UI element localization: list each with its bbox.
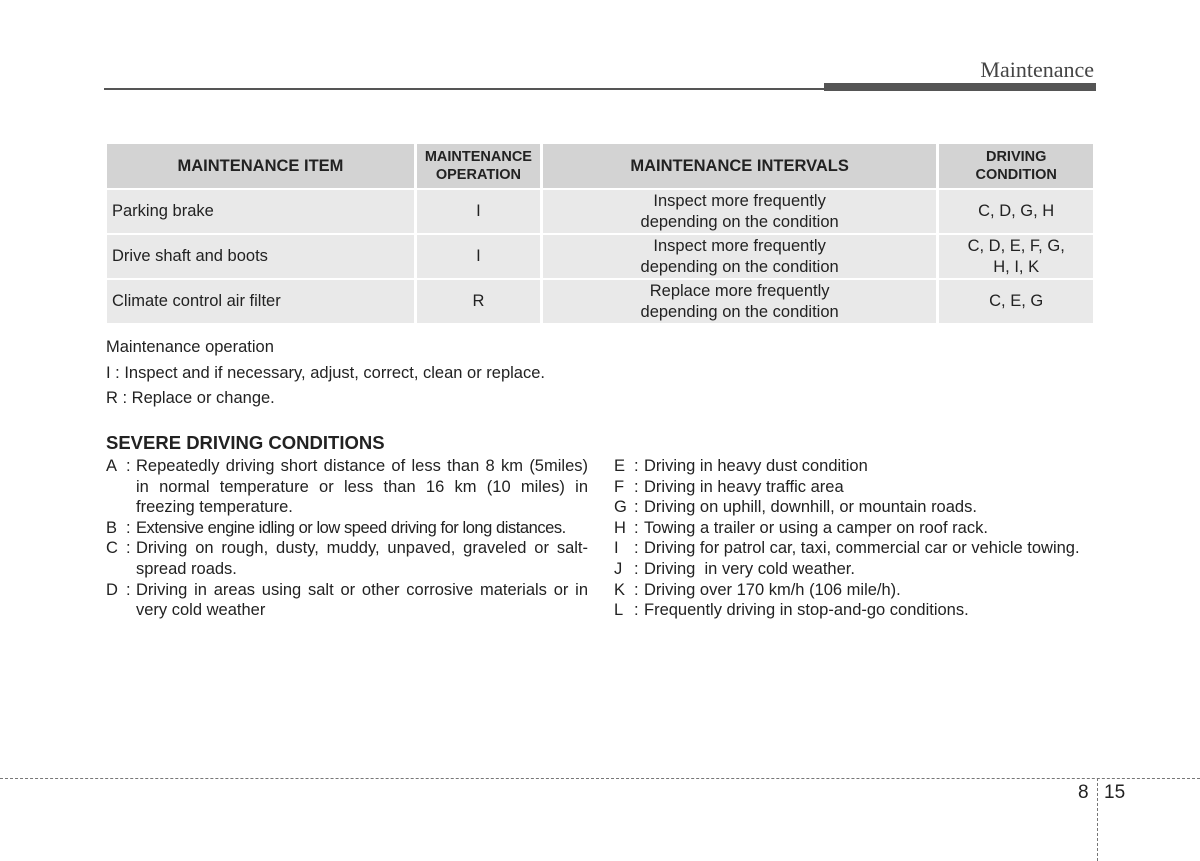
condition-text: Driving in very cold weather. bbox=[644, 559, 855, 578]
condition-text: Driving in areas using salt or other corrosive materials or in very cold weather bbox=[136, 580, 588, 620]
cell-condition bbox=[939, 190, 1093, 233]
condition-colon: : bbox=[126, 518, 131, 537]
condition-text: Driving in heavy traffic area bbox=[644, 477, 844, 496]
severe-conditions-left-list bbox=[106, 456, 588, 621]
condition-colon: : bbox=[634, 580, 639, 599]
cell-operation: R bbox=[417, 280, 540, 323]
condition-text: Driving in heavy dust condition bbox=[644, 457, 868, 475]
condition-item bbox=[106, 538, 588, 579]
severe-conditions-right-list bbox=[614, 456, 1100, 621]
header-maintenance-operation bbox=[417, 144, 540, 188]
condition-text: Driving on rough, dusty, muddy, unpaved, graveled or salt-spread roads. bbox=[136, 539, 588, 578]
footer-rule bbox=[0, 778, 1200, 779]
condition-letter: E bbox=[614, 457, 626, 475]
header-maintenance-intervals: MAINTENANCE INTERVALS bbox=[543, 144, 937, 188]
interval-line: depending on the condition bbox=[640, 257, 839, 276]
condition-text: Frequently driving in stop-and-go conditions. bbox=[644, 601, 969, 620]
condition-item bbox=[614, 538, 1100, 559]
condition-line: C, D, E, F, G, bbox=[967, 236, 1065, 255]
interval-line: Inspect more frequently bbox=[653, 236, 826, 255]
condition-colon: : bbox=[634, 559, 639, 578]
interval-line: Inspect more frequently bbox=[653, 191, 826, 210]
header-operation-line: OPERATION bbox=[435, 167, 521, 183]
footer-divider bbox=[1097, 778, 1098, 861]
condition-letter: I bbox=[614, 539, 619, 558]
condition-line: C, E, G bbox=[989, 292, 1044, 310]
cell-operation: I bbox=[417, 235, 540, 278]
table-row bbox=[107, 235, 1093, 278]
condition-colon: : bbox=[634, 601, 639, 620]
condition-colon: : bbox=[634, 518, 639, 537]
header-rule bbox=[104, 88, 824, 90]
condition-item bbox=[614, 456, 1100, 477]
header-condition-line: DRIVING bbox=[985, 149, 1047, 165]
cell-item: Climate control air filter bbox=[107, 280, 414, 323]
header-driving-condition bbox=[939, 144, 1093, 188]
table-header-row bbox=[107, 144, 1093, 188]
interval-line: depending on the condition bbox=[640, 302, 839, 321]
condition-letter: J bbox=[614, 559, 623, 578]
condition-colon: : bbox=[126, 539, 131, 558]
condition-item bbox=[614, 559, 1100, 580]
condition-letter: G bbox=[614, 498, 627, 517]
header-condition-line: CONDITION bbox=[975, 167, 1057, 183]
cell-condition bbox=[939, 280, 1093, 323]
chapter-number: 8 bbox=[1078, 782, 1089, 803]
condition-item bbox=[106, 580, 588, 621]
condition-colon: : bbox=[126, 457, 131, 475]
condition-letter: F bbox=[614, 477, 625, 496]
page-header-title: Maintenance bbox=[980, 57, 1094, 82]
condition-item bbox=[614, 497, 1100, 518]
cell-interval bbox=[543, 235, 937, 278]
operation-legend-title: Maintenance operation bbox=[106, 338, 274, 356]
condition-line: H, I, K bbox=[993, 257, 1040, 276]
table-row bbox=[107, 190, 1093, 233]
operation-legend bbox=[106, 337, 545, 414]
cell-interval bbox=[543, 190, 937, 233]
table-row bbox=[107, 280, 1093, 323]
condition-item bbox=[614, 518, 1100, 539]
condition-text: Driving for patrol car, taxi, commercial car or vehicle towing. bbox=[644, 539, 1080, 558]
condition-letter: K bbox=[614, 580, 626, 599]
condition-item bbox=[614, 600, 1100, 621]
cell-item: Parking brake bbox=[107, 190, 414, 233]
condition-letter: A bbox=[106, 457, 118, 475]
condition-item bbox=[106, 518, 588, 539]
maintenance-table bbox=[104, 142, 1096, 325]
condition-letter: L bbox=[614, 601, 624, 620]
interval-line: depending on the condition bbox=[640, 212, 839, 231]
condition-text: Driving on uphill, downhill, or mountain roads. bbox=[644, 498, 977, 517]
cell-interval bbox=[543, 280, 937, 323]
condition-colon: : bbox=[634, 457, 639, 475]
header-accent-bar bbox=[824, 83, 1096, 91]
condition-letter: B bbox=[106, 518, 118, 537]
condition-letter: D bbox=[106, 580, 118, 599]
severe-conditions-heading: SEVERE DRIVING CONDITIONS bbox=[106, 432, 385, 453]
condition-text: Driving over 170 km/h (106 mile/h). bbox=[644, 580, 901, 599]
condition-line: C, D, G, H bbox=[978, 202, 1055, 220]
condition-colon: : bbox=[634, 539, 639, 558]
condition-text: Towing a trailer or using a camper on roof rack. bbox=[644, 518, 988, 537]
condition-colon: : bbox=[634, 498, 639, 517]
cell-operation: I bbox=[417, 190, 540, 233]
operation-legend-replace: R : Replace or change. bbox=[106, 389, 275, 407]
cell-condition bbox=[939, 235, 1093, 278]
header-operation-line: MAINTENANCE bbox=[424, 149, 532, 165]
page-number: 15 bbox=[1104, 782, 1126, 803]
operation-legend-inspect: I : Inspect and if necessary, adjust, correct, clean or replace. bbox=[106, 363, 545, 382]
condition-letter: C bbox=[106, 539, 118, 558]
condition-item bbox=[106, 456, 588, 518]
cell-item: Drive shaft and boots bbox=[107, 235, 414, 278]
interval-line: Replace more frequently bbox=[649, 281, 830, 300]
condition-item bbox=[614, 477, 1100, 498]
condition-text: Extensive engine idling or low speed driving for long distances. bbox=[136, 518, 566, 537]
condition-letter: H bbox=[614, 518, 626, 537]
condition-item bbox=[614, 580, 1100, 601]
condition-colon: : bbox=[126, 580, 131, 599]
condition-colon: : bbox=[634, 477, 639, 496]
condition-text: Repeatedly driving short distance of less than 8 km (5miles) in normal temperature or less than 16 km (10 miles) in freezing temperature. bbox=[136, 457, 588, 517]
header-maintenance-item: MAINTENANCE ITEM bbox=[107, 144, 414, 188]
